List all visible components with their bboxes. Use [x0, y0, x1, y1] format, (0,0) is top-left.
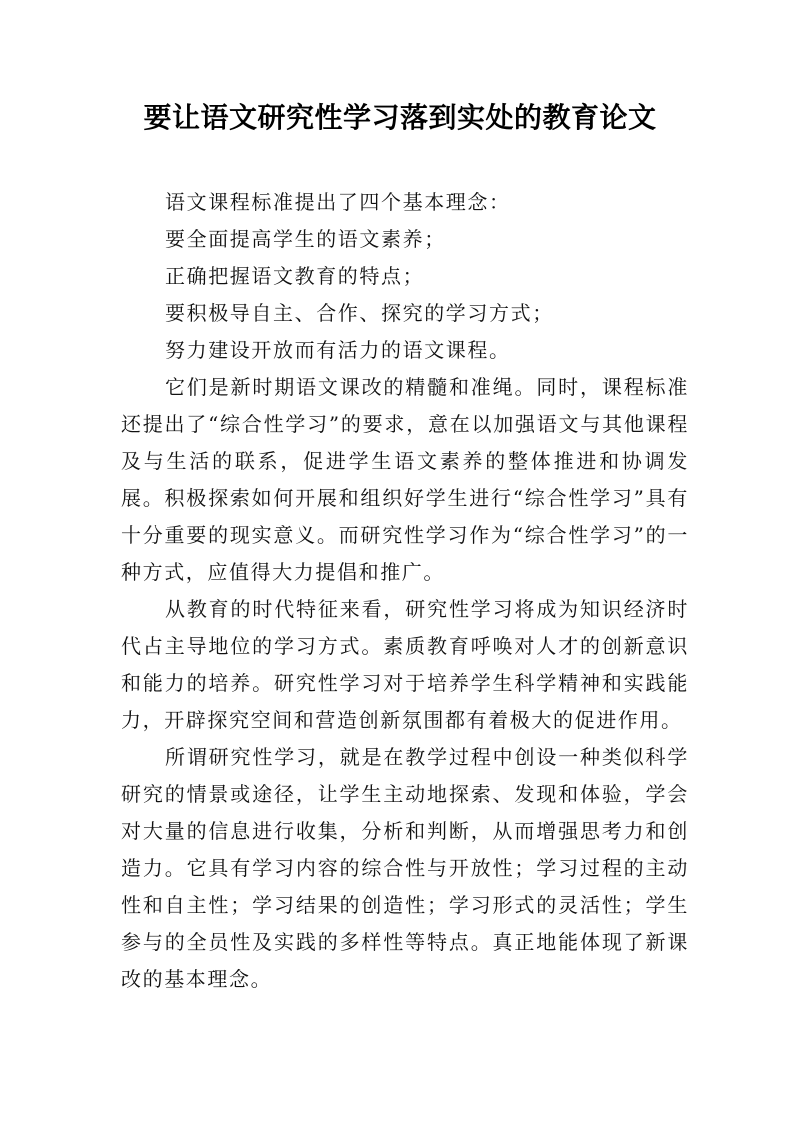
paragraph: 要全面提高学生的语文素养；: [165, 227, 446, 251]
paragraph: 所谓研究性学习，就是在教学过程中创设一种类似科学研究的情景或途径，让学生主动地探索、发现和体验，学会对大量的信息进行收集，分析和判断，从而增强思考力和创造力。它具有学习内容的综合性与开放性；学习过程的主动性和自主性；学习结果的创造性；学习形式的灵活性；学生参与的全员性及实践的多样性等特点。真正地能体现了新课改的基本理念。: [121, 745, 689, 991]
paragraph: 它们是新时期语文课改的精髓和准绳。同时，课程标准还提出了“综合性学习”的要求，意在以加强语文与其他课程及与生活的联系，促进学生语文素养的整体推进和协调发展。积极探索如何开展和组织好学生进行“综合性学习”具有十分重要的现实意义。而研究性学习作为“综合性学习”的一种方式，应值得大力提倡和推广。: [121, 375, 689, 584]
paragraph: 努力建设开放而有活力的语文课程。: [165, 338, 511, 362]
paragraph: 要积极导自主、合作、探究的学习方式；: [165, 301, 554, 325]
paragraph: 语文课程标准提出了四个基本理念：: [165, 190, 511, 214]
paragraph: 从教育的时代特征来看，研究性学习将成为知识经济时代占主导地位的学习方式。素质教育呼唤对人才的创新意识和能力的培养。研究性学习对于培养学生科学精神和实践能力，开辟探究空间和营造创新氛围都有着极大的促进作用。: [121, 597, 689, 732]
document-body: [121, 184, 689, 998]
document-title: 要让语文研究性学习落到实处的教育论文: [143, 101, 657, 134]
paragraph: 正确把握语文教育的特点；: [165, 264, 425, 288]
